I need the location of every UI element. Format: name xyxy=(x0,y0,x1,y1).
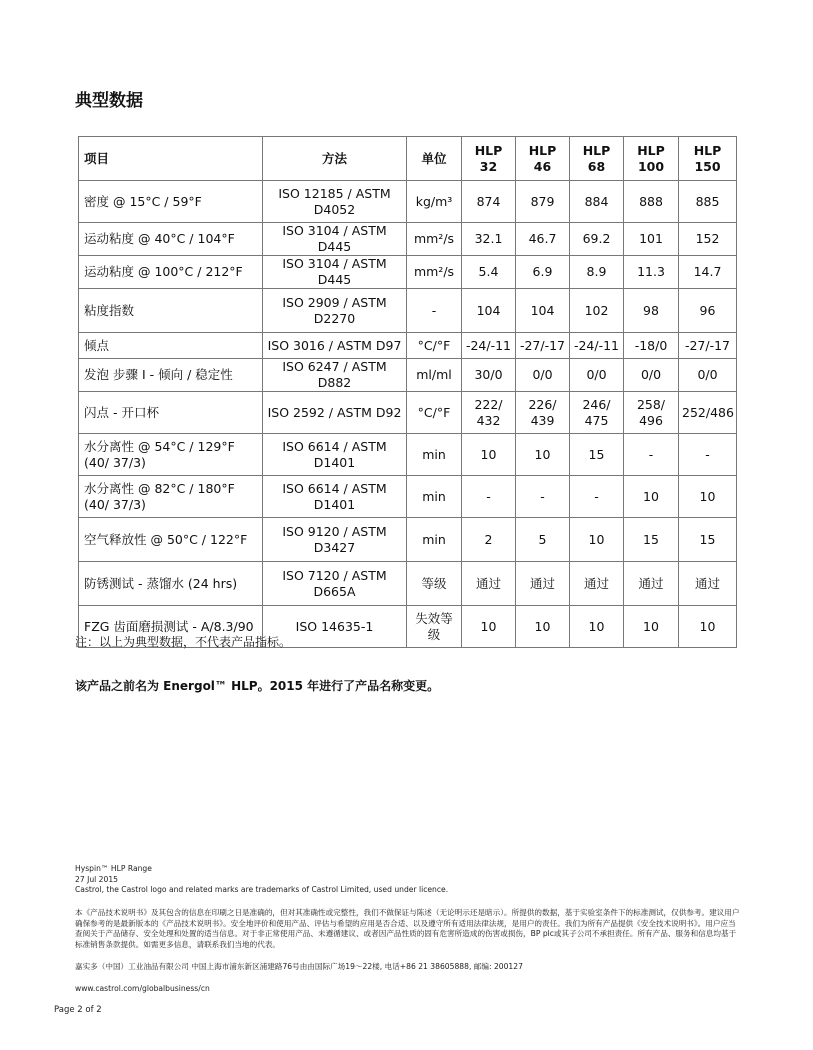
unit-cell: - xyxy=(407,289,462,333)
value-cell: - xyxy=(516,476,570,518)
value-cell: 6.9 xyxy=(516,256,570,289)
value-cell: 104 xyxy=(462,289,516,333)
column-header: HLP 68 xyxy=(570,137,624,181)
method-cell: ISO 9120 / ASTM D3427 xyxy=(263,518,407,562)
method-cell: ISO 3104 / ASTM D445 xyxy=(263,223,407,256)
method-cell: ISO 3016 / ASTM D97 xyxy=(263,333,407,359)
footer-meta xyxy=(75,864,448,896)
footer-product: Hyspin™ HLP Range xyxy=(75,864,152,873)
value-cell: -24/-11 xyxy=(462,333,516,359)
column-header: HLP 32 xyxy=(462,137,516,181)
value-cell: 10 xyxy=(516,434,570,476)
value-cell: 15 xyxy=(624,518,679,562)
footer-disclaimer: 本《产品技术说明书》及其包含的信息在印刷之日是准确的，但对其准确性或完整性，我们不做保证与陈述（无论明示还是暗示）。所提供的数据，基于实验室条件下的标准测试，仅供参考。建议用户确保参考的是最新版本的《产品技术说明书》。安全地评价和使用产品、评估与希望的应用是否合适、以及遵守所有适用法律法规，是用户的责任。我们为所有产品提供《安全技术说明书》。用户应当查阅关于产品储存、安全处理和处置的适当信息。对于非正常使用产品、未遵循建议、或者因产品性质的固有危害所造成的伤害或损伤，BP plc或其子公司不承担责任。所有产品、服务和信息均基于标准销售条款提供。如需更多信息，请联系我们当地的代表。 xyxy=(75,908,740,949)
typical-data-table xyxy=(78,136,737,648)
property-cell: 密度 @ 15°C / 59°F xyxy=(79,181,263,223)
value-cell: 32.1 xyxy=(462,223,516,256)
value-cell: 874 xyxy=(462,181,516,223)
footer-url[interactable]: www.castrol.com/globalbusiness/cn xyxy=(75,984,210,993)
property-cell: 倾点 xyxy=(79,333,263,359)
property-cell: 水分离性 @ 54°C / 129°F (40/ 37/3) xyxy=(79,434,263,476)
value-cell: 10 xyxy=(679,606,737,648)
table-row xyxy=(79,223,737,256)
value-cell: 252/486 xyxy=(679,392,737,434)
value-cell: 通过 xyxy=(679,562,737,606)
value-cell: - xyxy=(462,476,516,518)
value-cell: 102 xyxy=(570,289,624,333)
method-cell: ISO 2909 / ASTM D2270 xyxy=(263,289,407,333)
method-cell: ISO 6614 / ASTM D1401 xyxy=(263,476,407,518)
value-cell: 0/0 xyxy=(570,359,624,392)
unit-cell: °C/°F xyxy=(407,392,462,434)
column-header: HLP 46 xyxy=(516,137,570,181)
value-cell: 879 xyxy=(516,181,570,223)
unit-cell: 等级 xyxy=(407,562,462,606)
method-cell: ISO 6247 / ASTM D882 xyxy=(263,359,407,392)
value-cell: 15 xyxy=(570,434,624,476)
value-cell: 10 xyxy=(516,606,570,648)
unit-cell: mm²/s xyxy=(407,256,462,289)
value-cell: 46.7 xyxy=(516,223,570,256)
table-row xyxy=(79,518,737,562)
unit-cell: 失效等 级 xyxy=(407,606,462,648)
unit-cell: mm²/s xyxy=(407,223,462,256)
value-cell: 258/ 496 xyxy=(624,392,679,434)
value-cell: 通过 xyxy=(570,562,624,606)
property-cell: FZG 齿面磨损测试 - A/8.3/90 xyxy=(79,606,263,648)
table-row xyxy=(79,359,737,392)
value-cell: 10 xyxy=(462,606,516,648)
table-row xyxy=(79,434,737,476)
table-header-row xyxy=(79,137,737,181)
unit-cell: kg/m³ xyxy=(407,181,462,223)
column-header: 方法 xyxy=(263,137,407,181)
method-cell: ISO 3104 / ASTM D445 xyxy=(263,256,407,289)
value-cell: 222/ 432 xyxy=(462,392,516,434)
method-cell: ISO 6614 / ASTM D1401 xyxy=(263,434,407,476)
value-cell: 通过 xyxy=(624,562,679,606)
value-cell: 10 xyxy=(624,606,679,648)
value-cell: 10 xyxy=(462,434,516,476)
value-cell: 通过 xyxy=(516,562,570,606)
value-cell: 98 xyxy=(624,289,679,333)
unit-cell: min xyxy=(407,434,462,476)
value-cell: -27/-17 xyxy=(679,333,737,359)
column-header: HLP 100 xyxy=(624,137,679,181)
table-row xyxy=(79,289,737,333)
value-cell: 226/ 439 xyxy=(516,392,570,434)
method-cell: ISO 14635-1 xyxy=(263,606,407,648)
property-cell: 闪点 - 开口杯 xyxy=(79,392,263,434)
value-cell: 884 xyxy=(570,181,624,223)
property-cell: 运动粘度 @ 100°C / 212°F xyxy=(79,256,263,289)
value-cell: 246/ 475 xyxy=(570,392,624,434)
table-row xyxy=(79,333,737,359)
value-cell: 888 xyxy=(624,181,679,223)
property-cell: 发泡 步骤 I - 倾向 / 稳定性 xyxy=(79,359,263,392)
value-cell: - xyxy=(624,434,679,476)
value-cell: 11.3 xyxy=(624,256,679,289)
property-cell: 水分离性 @ 82°C / 180°F (40/ 37/3) xyxy=(79,476,263,518)
section-title: 典型数据 xyxy=(75,91,143,111)
value-cell: 5.4 xyxy=(462,256,516,289)
table-row xyxy=(79,256,737,289)
value-cell: 0/0 xyxy=(516,359,570,392)
value-cell: -18/0 xyxy=(624,333,679,359)
property-cell: 粘度指数 xyxy=(79,289,263,333)
value-cell: 通过 xyxy=(462,562,516,606)
footer-date: 27 Jul 2015 xyxy=(75,874,118,884)
value-cell: - xyxy=(570,476,624,518)
method-cell: ISO 12185 / ASTM D4052 xyxy=(263,181,407,223)
value-cell: 15 xyxy=(679,518,737,562)
table-row xyxy=(79,392,737,434)
property-cell: 防锈测试 - 蒸馏水 (24 hrs) xyxy=(79,562,263,606)
table-note: 注：以上为典型数据，不代表产品指标。 xyxy=(75,635,292,649)
footer-address: 嘉实多（中国）工业油品有限公司 中国上海市浦东新区浦建路76号由由国际广场19～22楼, 电话+86 21 38605888, 邮编: 200127 xyxy=(75,962,523,971)
value-cell: 96 xyxy=(679,289,737,333)
table-row xyxy=(79,562,737,606)
value-cell: 0/0 xyxy=(679,359,737,392)
unit-cell: min xyxy=(407,518,462,562)
value-cell: 5 xyxy=(516,518,570,562)
property-cell: 空气释放性 @ 50°C / 122°F xyxy=(79,518,263,562)
column-header: HLP 150 xyxy=(679,137,737,181)
table-row xyxy=(79,476,737,518)
value-cell: 104 xyxy=(516,289,570,333)
footer-trademark: Castrol, the Castrol logo and related marks are trademarks of Castrol Limited, used under licence. xyxy=(75,885,449,894)
unit-cell: min xyxy=(407,476,462,518)
value-cell: 101 xyxy=(624,223,679,256)
unit-cell: °C/°F xyxy=(407,333,462,359)
value-cell: 885 xyxy=(679,181,737,223)
value-cell: 152 xyxy=(679,223,737,256)
value-cell: 8.9 xyxy=(570,256,624,289)
value-cell: 14.7 xyxy=(679,256,737,289)
value-cell: 69.2 xyxy=(570,223,624,256)
page-number: Page 2 of 2 xyxy=(54,1005,102,1015)
table-row xyxy=(79,181,737,223)
property-cell: 运动粘度 @ 40°C / 104°F xyxy=(79,223,263,256)
value-cell: 0/0 xyxy=(624,359,679,392)
value-cell: 10 xyxy=(570,606,624,648)
value-cell: 2 xyxy=(462,518,516,562)
former-name-notice: 该产品之前名为 Energol™ HLP。2015 年进行了产品名称变更。 xyxy=(75,679,440,693)
method-cell: ISO 7120 / ASTM D665A xyxy=(263,562,407,606)
value-cell: 10 xyxy=(570,518,624,562)
value-cell: - xyxy=(679,434,737,476)
value-cell: -24/-11 xyxy=(570,333,624,359)
column-header: 项目 xyxy=(79,137,263,181)
value-cell: 30/0 xyxy=(462,359,516,392)
unit-cell: ml/ml xyxy=(407,359,462,392)
value-cell: 10 xyxy=(679,476,737,518)
value-cell: 10 xyxy=(624,476,679,518)
column-header: 单位 xyxy=(407,137,462,181)
method-cell: ISO 2592 / ASTM D92 xyxy=(263,392,407,434)
value-cell: -27/-17 xyxy=(516,333,570,359)
